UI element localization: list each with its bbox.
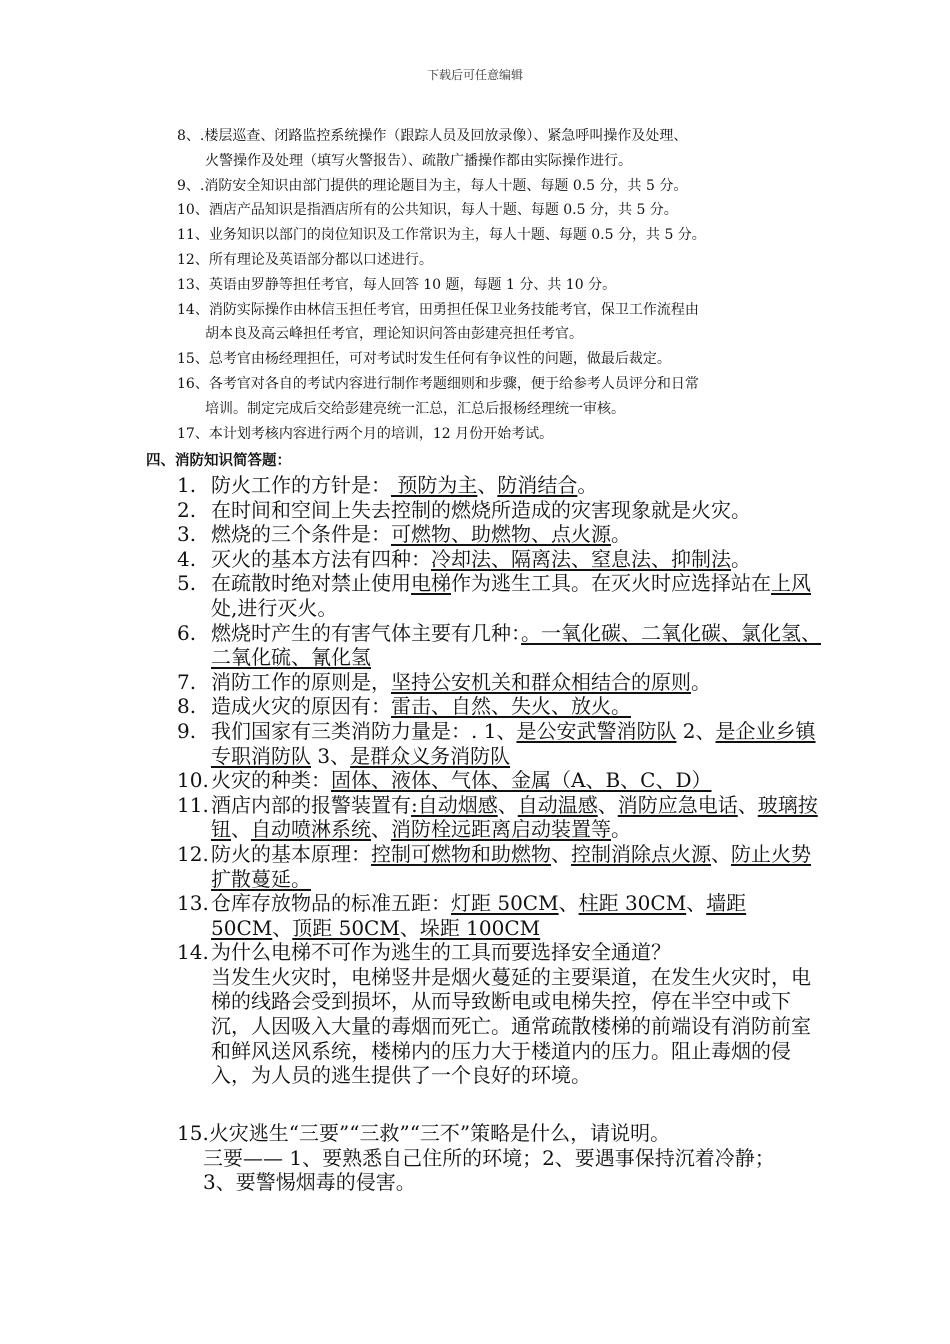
question-text: 3、 bbox=[311, 743, 351, 768]
question-text: 、 bbox=[551, 841, 571, 866]
qa-item bbox=[177, 547, 827, 572]
list-item: 13、英语由罗静等担任考官，每人回答 10 题，每题 1 分、共 10 分。 bbox=[177, 276, 617, 293]
qa-item bbox=[177, 694, 827, 719]
question-text: 、 bbox=[497, 792, 518, 817]
list-item: 10、酒店产品知识是指酒店所有的公共知识，每人十题、每题 0.5 分，共 5 分。 bbox=[177, 202, 678, 219]
qa-number: 4. bbox=[177, 546, 197, 571]
answer-key: 自动温感 bbox=[517, 792, 598, 817]
question-text: 、 bbox=[272, 915, 293, 940]
qa-item bbox=[177, 842, 827, 891]
question-text: 燃烧的三个条件是： bbox=[211, 522, 391, 547]
answer-key: 墙距 50CM bbox=[211, 891, 747, 940]
list-item: 17、本计划考核内容进行两个月的培训，12 月份开始考试。 bbox=[177, 425, 554, 442]
answer-key: 玻璃按钮 bbox=[211, 792, 818, 842]
question-text: 防火工作的方针是： bbox=[211, 473, 391, 497]
qa-number: 10. bbox=[177, 768, 209, 793]
question-text: 、 bbox=[477, 473, 498, 497]
qa-item bbox=[177, 498, 827, 523]
qa-answer: 三要—— 1、要熟悉自己住所的环境；2、要遇事保持沉着冷静；3、要警惕烟毒的侵害。 bbox=[203, 1145, 775, 1195]
answer-key: 。一氧化碳、二氧化碳、氯化氢、二氧化硫、氰化氢 bbox=[211, 620, 821, 670]
qa-text bbox=[211, 522, 827, 547]
answer-key: 控制可燃物和助燃物 bbox=[371, 841, 551, 866]
qa-number: 12. bbox=[177, 841, 209, 866]
exam-plan-list bbox=[177, 124, 817, 446]
answer-key: 是群众义务消防队 bbox=[350, 743, 511, 768]
question-text: 、 bbox=[399, 915, 420, 940]
question-text: 在时间和空间上失去控制的燃烧所造成的灾害现象就是火灾。 bbox=[211, 497, 751, 522]
qa-text bbox=[211, 670, 827, 695]
answer-key: 是公安武警消防队 bbox=[516, 718, 677, 743]
answer-key: 冷却法、隔离法、窒息法、抑制法 bbox=[431, 546, 731, 571]
qa-number: 6. bbox=[177, 620, 197, 645]
qa-text bbox=[211, 694, 827, 719]
qa-item bbox=[177, 891, 827, 940]
qa-item bbox=[177, 473, 827, 498]
question-text: 、 bbox=[371, 817, 391, 842]
answer-key: 柱距 30CM bbox=[578, 891, 687, 916]
section-title: 四、消防知识简答题： bbox=[146, 452, 291, 469]
question-text: 。 bbox=[731, 546, 751, 571]
list-item: 8、.楼层巡查、闭路监控系统操作（跟踪人员及回放录像）、紧急呼叫操作及处理、 bbox=[177, 128, 688, 144]
question-text: 、 bbox=[737, 792, 758, 817]
answer-key: 雷击、自然、失火、放火。 bbox=[391, 694, 631, 719]
qa-number: 14. bbox=[177, 940, 209, 965]
question-text: 在疏散时绝对禁止使用 bbox=[211, 571, 411, 596]
list-item: 9、.消防安全知识由部门提供的理论题目为主，每人十题、每题 0.5 分，共 5 分。 bbox=[177, 177, 688, 194]
answer-key: 自动喷淋系统 bbox=[251, 817, 371, 842]
answer-key: 防消结合 bbox=[497, 473, 578, 497]
question-text: 火灾的种类： bbox=[211, 768, 331, 793]
qa-item bbox=[177, 571, 827, 620]
answer-key: 顶距 50CM bbox=[292, 915, 400, 940]
qa-number: 2. bbox=[177, 497, 197, 522]
list-item: 12、所有理论及英语部分都以口述进行。 bbox=[177, 251, 433, 268]
qa-text bbox=[211, 842, 827, 891]
question-text: 。 bbox=[611, 522, 631, 547]
question-text: 为什么电梯不可作为逃生的工具而要选择安全通道？ bbox=[211, 940, 671, 965]
question-text: 。 bbox=[691, 669, 711, 694]
qa-number: 11. bbox=[177, 792, 209, 817]
page-header: 下载后可任意编辑 bbox=[426, 68, 523, 82]
answer-key: 控制消除点火源 bbox=[571, 841, 711, 866]
qa-item bbox=[177, 793, 827, 842]
answer-key: 灯距 50CM bbox=[451, 891, 559, 916]
answer-key: 可燃物、助燃物、点火源 bbox=[391, 522, 611, 547]
question-text: 。 bbox=[577, 473, 598, 497]
question-text: 作为逃生工具。在灭火时应选择站在 bbox=[451, 571, 771, 596]
question-text: 防火的基本原理： bbox=[211, 841, 371, 866]
answer-key: 上风 bbox=[771, 571, 811, 596]
answer-key: 固体、液体、气体、金属（A、B、C、D） bbox=[331, 768, 712, 793]
answer-key: :自动烟感 bbox=[411, 792, 498, 817]
qa-number: 8. bbox=[177, 694, 197, 719]
answer-key: 垛距 100CM bbox=[419, 915, 541, 940]
qa-item bbox=[177, 670, 827, 695]
qa-item bbox=[177, 621, 827, 670]
list-item-continuation: 胡本良及高云峰担任考官，理论知识问答由彭建亮担任考官。 bbox=[205, 326, 583, 343]
question-text: 酒店内部的报警装置有 bbox=[211, 792, 411, 817]
question-text: 灭火的基本方法有四种： bbox=[211, 546, 431, 571]
question-text: 、 bbox=[711, 841, 731, 866]
answer-key: 消防栓远距离启动装置等 bbox=[391, 817, 611, 842]
qa-text bbox=[211, 547, 827, 572]
qa-text bbox=[211, 793, 827, 842]
qa-text bbox=[211, 891, 827, 940]
question-text: 、 bbox=[231, 817, 251, 842]
qa-text bbox=[211, 498, 827, 523]
qa-item bbox=[177, 522, 827, 547]
qa-item bbox=[177, 719, 827, 768]
qa-question: 15.火灾逃生“三要”“三救”“三不”策略是什么，请说明。 bbox=[177, 1121, 671, 1145]
qa-text bbox=[211, 940, 827, 1088]
answer-key: 是企业乡镇专职消防队 bbox=[211, 718, 816, 768]
answer-key: 消防应急电话 bbox=[617, 792, 738, 817]
question-text: 、 bbox=[597, 792, 618, 817]
qa-number: 13. bbox=[177, 891, 209, 916]
list-item: 16、各考官对各自的考试内容进行制作考题细则和步骤，便于给参考人员评分和日常 bbox=[177, 375, 699, 392]
answer-key: 防止火势扩散蔓延。 bbox=[211, 841, 811, 891]
question-text: 燃烧时产生的有害气体主要有几种： bbox=[211, 620, 521, 645]
qa-number: 5. bbox=[177, 571, 197, 596]
answer-key: 电梯 bbox=[411, 571, 451, 596]
qa-item bbox=[177, 940, 827, 1088]
qa-item bbox=[177, 768, 827, 793]
question-text: 、 bbox=[558, 891, 579, 916]
answer-key: 坚持公安机关和群众相结合的原则 bbox=[391, 669, 691, 694]
question-text: 消防工作的原则是， bbox=[211, 669, 391, 694]
qa-text bbox=[211, 473, 827, 498]
qa-number: 3. bbox=[177, 522, 197, 547]
qa-text bbox=[211, 571, 827, 620]
question-text: 处,进行灭火。 bbox=[211, 595, 338, 620]
question-text: 我们国家有三类消防力量是：. 1、 bbox=[211, 718, 517, 743]
question-text: 2、 bbox=[676, 718, 716, 743]
question-text: 、 bbox=[686, 891, 707, 916]
qa-text bbox=[211, 719, 827, 768]
question-text: 仓库存放物品的标准五距： bbox=[211, 891, 451, 916]
list-item-continuation: 培训。制定完成后交给彭建亮统一汇总，汇总后报杨经理统一审核。 bbox=[205, 400, 625, 417]
qa-number: 1. bbox=[177, 473, 197, 497]
answer-key: 预防为主 bbox=[391, 473, 478, 497]
qa-number: 9. bbox=[177, 718, 197, 743]
question-text: 造成火灾的原因有： bbox=[211, 694, 391, 719]
qa-text bbox=[211, 768, 827, 793]
qa-answer: 当发生火灾时，电梯竖井是烟火蔓延的主要渠道，在发生火灾时，电梯的线路会受到损坏，从而导致断电或电梯失控，停在半空中或下沉，人因吸入大量的毒烟而死亡。通常疏散楼梯的前端设有消防前室和鲜风送风系统，楼梯内的压力大于楼道内的压力。阻止毒烟的侵入，为人员的逃生提供了一个良好的环境。 bbox=[211, 964, 811, 1088]
list-item-continuation: 火警操作及处理（填写火警报告）、疏散广播操作都由实际操作进行。 bbox=[205, 152, 632, 169]
question-text: 。 bbox=[611, 817, 631, 842]
qa-list bbox=[177, 473, 827, 1088]
qa-number: 7. bbox=[177, 669, 197, 694]
list-item: 14、消防实际操作由林信玉担任考官，田勇担任保卫业务技能考官，保卫工作流程由 bbox=[177, 301, 699, 318]
qa-text bbox=[211, 621, 827, 670]
list-item: 15、总考官由杨经理担任，可对考试时发生任何有争议性的问题，做最后裁定。 bbox=[177, 351, 671, 368]
qa-item-15 bbox=[177, 1121, 827, 1195]
list-item: 11、业务知识以部门的岗位知识及工作常识为主，每人十题、每题 0.5 分，共 5 分。 bbox=[177, 227, 706, 244]
